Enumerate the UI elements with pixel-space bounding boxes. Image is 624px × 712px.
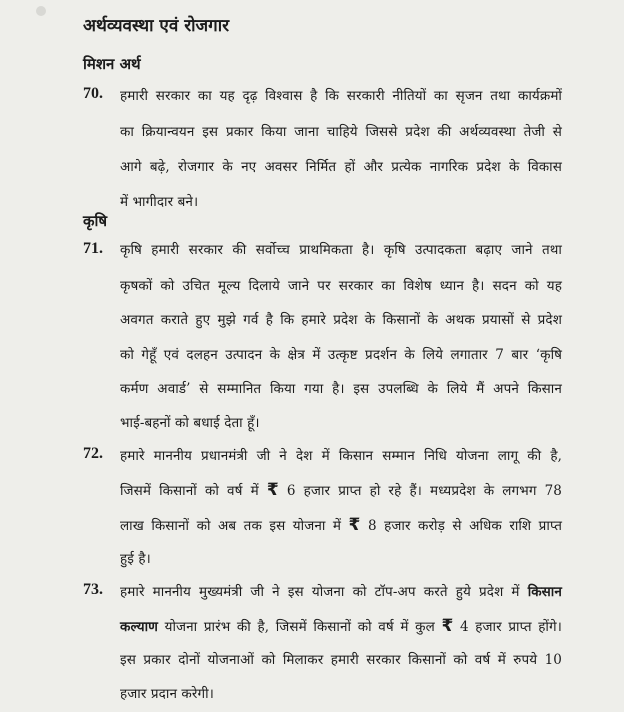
line-text: जिसमें किसानों को वर्ष में: [120, 483, 259, 499]
paragraph-70-line: में भागीदार बने।: [120, 194, 199, 210]
section-heading-mission-arth: मिशन अर्थ: [83, 55, 141, 73]
paragraph-72-line: [120, 515, 562, 536]
line-text: हमारे माननीय मुख्यमंत्री जी ने इस योजना को टॉप-अप करते हुये प्रदेश में: [120, 584, 520, 600]
bold-text: कल्याण: [120, 619, 159, 635]
paragraph-73-line: इस प्रकार दोनों योजनाओं को मिलाकर हमारी सरकार किसानों को वर्ष में रुपये 10: [120, 652, 562, 668]
paragraph-73-line: हजार प्रदान करेगी।: [120, 686, 214, 702]
paragraph-number-72: 72.: [83, 445, 103, 462]
bold-text: किसान: [527, 584, 562, 600]
line-text: लाख किसानों को अब तक इस योजना में: [120, 518, 342, 534]
paragraph-number-73: 73.: [83, 581, 103, 598]
paragraph-71-line: कृषकों को उचित मूल्य दिलाये जाने पर सरकार का विशेष ध्यान है। सदन को यह: [120, 278, 562, 294]
paragraph-70-line: आगे बढ़े, रोजगार के नए अवसर निर्मित हों और प्रत्येक नागरिक प्रदेश के विकास: [120, 159, 562, 175]
paragraph-72-line: हमारे माननीय प्रधानमंत्री जी ने देश में किसान सम्मान निधि योजना लागू की है,: [120, 448, 562, 464]
paragraph-73-line: [120, 616, 562, 637]
paragraph-71-line: को गेहूँ एवं दलहन उत्पादन के क्षेत्र में उत्कृष्ट प्रदर्शन के लिये लगातार 7 बार ‘कृषि: [120, 347, 562, 363]
paragraph-71-line: भाई-बहनों को बधाई देता हूँ।: [120, 415, 260, 431]
paragraph-73-line: [120, 582, 562, 602]
paragraph-72-line: हुई है।: [120, 551, 151, 567]
line-text: 6 हजार प्राप्त हो रहे हैं। मध्यप्रदेश के लगभग 78: [286, 483, 562, 499]
line-text: 4 हजार प्राप्त होंगे।: [459, 619, 562, 635]
paragraph-70-line: हमारी सरकार का यह दृढ़ विश्वास है कि सरकारी नीतियों का सृजन तथा कार्यक्रमों: [120, 88, 562, 104]
paragraph-71-line: अवगत कराते हुए मुझे गर्व है कि हमारे प्रदेश के किसानों के अथक प्रयासों से प्रदेश: [120, 312, 562, 328]
page-title: अर्थव्यवस्था एवं रोजगार: [83, 16, 230, 36]
paragraph-72-line: [120, 480, 562, 501]
rupee-symbol: ₹: [348, 515, 361, 535]
rupee-symbol: ₹: [441, 616, 454, 636]
section-heading-krishi: कृषि: [83, 212, 108, 230]
rupee-symbol: ₹: [266, 480, 279, 500]
paragraph-71-line: कर्मण अवार्ड’ से सम्मानित किया गया है। इस उपलब्धि के लिये मैं अपने किसान: [120, 381, 562, 397]
scan-artifact: [36, 6, 46, 16]
line-text: 8 हजार करोड़ से अधिक राशि प्राप्त: [367, 518, 562, 534]
paragraph-71-line: कृषि हमारी सरकार की सर्वोच्च प्राथमिकता है। कृषि उत्पादकता बढ़ाए जाने तथा: [120, 242, 562, 258]
line-text: योजना प्रारंभ की है, जिसमें किसानों को वर्ष में कुल: [164, 619, 435, 635]
paragraph-number-70: 70.: [83, 85, 103, 102]
paragraph-70-line: का क्रियान्वयन इस प्रकार किया जाना चाहिये जिससे प्रदेश की अर्थव्यवस्था तेजी से: [120, 124, 562, 140]
paragraph-number-71: 71.: [83, 240, 103, 257]
